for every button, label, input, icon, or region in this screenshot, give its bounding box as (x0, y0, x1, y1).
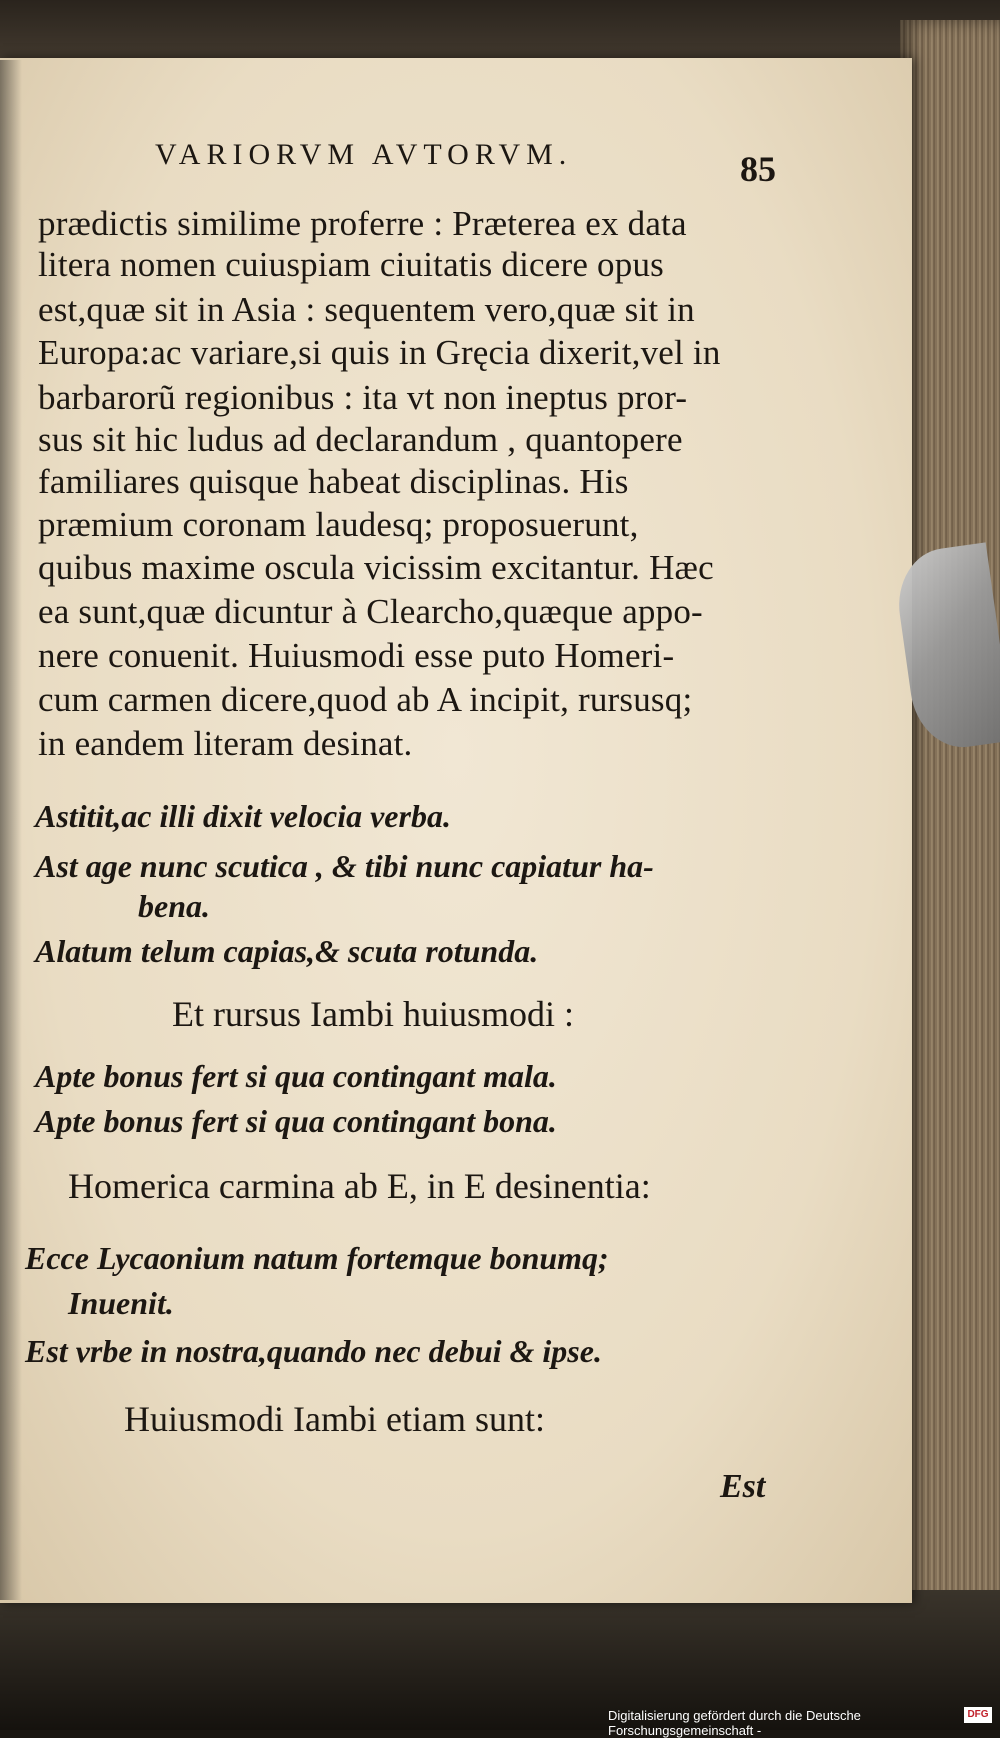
section-heading: Et rursus Iambi huiusmodi : (172, 994, 574, 1034)
body-line: cum carmen dicere,quod ab A incipit, rursusq; (38, 680, 693, 719)
verse-line: Ast age nunc scutica , & tibi nunc capiatur ha- (35, 848, 654, 884)
body-line: barbarorũ regionibus : ita vt non ineptus pror- (38, 378, 688, 417)
spine-shadow (0, 60, 22, 1600)
catchword: Est (720, 1468, 766, 1505)
verse-line: Est vrbe in nostra,quando nec debui & ipse. (25, 1333, 602, 1369)
body-line: præmium coronam laudesq; proposuerunt, (38, 505, 639, 544)
verse-line: bena. (138, 888, 210, 924)
verse-line: Ecce Lycaonium natum fortemque bonumq; (25, 1240, 609, 1276)
body-line: ea sunt,quæ dicuntur à Clearcho,quæque appo- (38, 592, 703, 631)
body-line: nere conuenit. Huiusmodi esse puto Homeri- (38, 636, 675, 675)
running-head: VARIORVM AVTORVM. (155, 138, 573, 171)
verse-line: Apte bonus fert si qua contingant bona. (35, 1103, 557, 1139)
digitization-credit: Digitalisierung gefördert durch die Deutsche Forschungsgemeinschaft - (608, 1708, 861, 1738)
page-number: 85 (740, 149, 776, 189)
verse-line: Alatum telum capias,& scuta rotunda. (35, 933, 539, 969)
body-line: quibus maxime oscula vicissim excitantur. Hæc (38, 548, 714, 587)
body-line: Europa:ac variare,si quis in Gręcia dixerit,vel in (38, 333, 721, 372)
body-line: familiares quisque habeat disciplinas. His (38, 462, 629, 501)
dfg-logo: DFG (964, 1707, 992, 1723)
page-edges (900, 20, 1000, 1610)
body-line: est,quæ sit in Asia : sequentem vero,quæ sit in (38, 290, 695, 329)
body-line: prædictis similime proferre : Præterea ex data (38, 204, 687, 243)
body-line: litera nomen cuiuspiam ciuitatis dicere opus (38, 245, 664, 284)
section-heading: Huiusmodi Iambi etiam sunt: (124, 1399, 545, 1439)
verse-line: Astitit,ac illi dixit velocia verba. (35, 798, 451, 834)
section-heading: Homerica carmina ab E, in E desinentia: (68, 1166, 651, 1206)
body-line: sus sit hic ludus ad declarandum , quantopere (38, 420, 683, 459)
body-line: in eandem literam desinat. (38, 724, 413, 763)
verse-line: Inuenit. (68, 1285, 174, 1321)
verse-line: Apte bonus fert si qua contingant mala. (35, 1058, 557, 1094)
